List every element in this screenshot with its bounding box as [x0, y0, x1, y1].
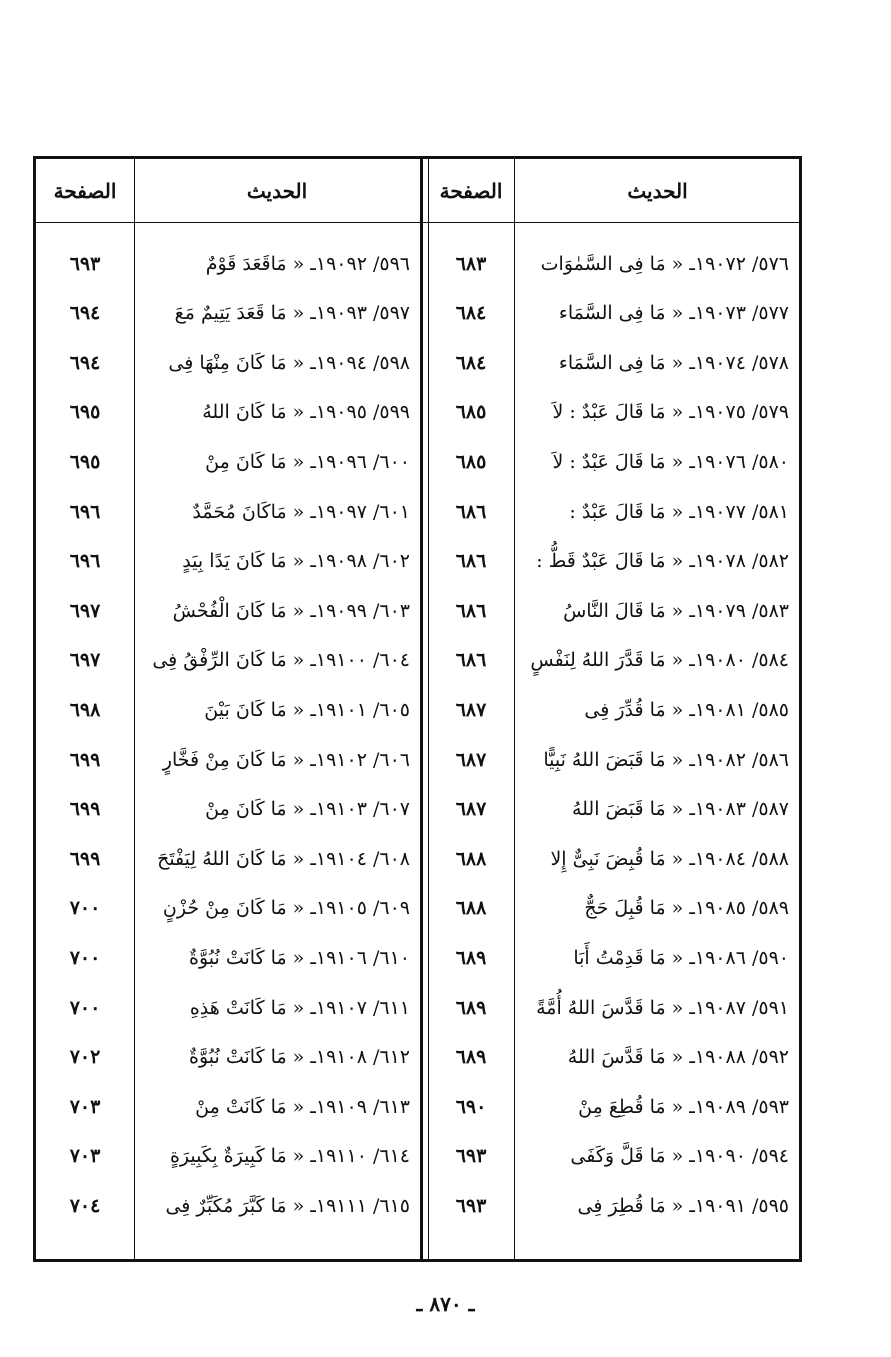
hadith-entry-right: ٥٩٠/ ١٩٠٨٦ـ « مَا قَدِمْتُ أَبَا	[573, 946, 789, 969]
page-ref-left: ٦٩٩	[69, 847, 101, 870]
page-ref-right: ٦٨٧	[455, 698, 487, 721]
page-ref-left: ٧٠٠	[69, 897, 101, 920]
table-row	[36, 884, 799, 933]
hadith-entry-right: ٥٧٧/ ١٩٠٧٣ـ « مَا فِى السَّمَاء	[558, 302, 789, 325]
hadith-entry-left: ٦٠٢/ ١٩٠٩٨ـ « مَا كَانَ يَدًا بِيَدٍ	[182, 550, 410, 573]
table-row	[36, 388, 799, 437]
page-ref-left: ٧٠٠	[69, 946, 101, 969]
hadith-entry-left: ٥٩٨/ ١٩٠٩٤ـ « مَا كَانَ مِنْهَا فِى	[168, 351, 410, 374]
page-ref-left: ٦٩٧	[69, 599, 101, 622]
hadith-entry-right: ٥٨١/ ١٩٠٧٧ـ « مَا قَالَ عَبْدٌ :	[569, 500, 789, 523]
page-ref-right: ٦٩٣	[455, 1145, 487, 1168]
table-row	[36, 289, 799, 338]
page-ref-left: ٧٠٤	[69, 1194, 101, 1217]
page-ref-left: ٧٠٠	[69, 996, 101, 1019]
table-row	[36, 437, 799, 486]
table-row	[36, 1033, 799, 1082]
page-ref-right: ٦٨٩	[455, 1046, 487, 1069]
table-row	[36, 1132, 799, 1181]
header-rule	[36, 222, 799, 223]
page-ref-left: ٦٩٣	[69, 252, 101, 275]
hadith-entry-right: ٥٧٦/ ١٩٠٧٢ـ « مَا فِى السَّمٰوَات	[540, 252, 789, 275]
hadith-entry-right: ٥٩٢/ ١٩٠٨٨ـ « مَا قَدَّسَ اللهُ	[567, 1046, 789, 1069]
page-ref-right: ٦٨٥	[455, 450, 487, 473]
table-row	[36, 586, 799, 635]
page-ref-left: ٦٩٩	[69, 748, 101, 771]
hadith-entry-right: ٥٨٤/ ١٩٠٨٠ـ « مَا قَدَّرَ اللهُ لِنَفْسٍ	[530, 649, 789, 672]
hadith-entry-left: ٦٠٠/ ١٩٠٩٦ـ « مَا كَانَ مِنْ	[205, 450, 410, 473]
page-ref-left: ٦٩٥	[69, 401, 101, 424]
table-row	[36, 537, 799, 586]
page-ref-left: ٦٩٦	[69, 500, 101, 523]
hadith-entry-left: ٦١٢/ ١٩١٠٨ـ « مَا كَانَتْ نُبُوَّةٌ	[189, 1046, 410, 1069]
hadith-entry-left: ٥٩٩/ ١٩٠٩٥ـ « مَا كَانَ اللهُ	[202, 401, 410, 424]
page-ref-right: ٦٨٦	[455, 649, 487, 672]
page-ref-right: ٦٩٣	[455, 1194, 487, 1217]
page-ref-right: ٦٩٠	[455, 1095, 487, 1118]
page-ref-left: ٦٩٥	[69, 450, 101, 473]
hadith-entry-right: ٥٧٨/ ١٩٠٧٤ـ « مَا فِى السَّمَاء	[558, 351, 789, 374]
hadith-entry-right: ٥٧٩/ ١٩٠٧٥ـ « مَا قَالَ عَبْدٌ : لاَ	[552, 401, 789, 424]
hadith-entry-left: ٦٠٨/ ١٩١٠٤ـ « مَا كَانَ اللهُ لِيَفْتَحَ	[157, 847, 410, 870]
index-table	[33, 156, 802, 1262]
table-row	[36, 338, 799, 387]
table-row	[36, 785, 799, 834]
page-ref-left: ٦٩٦	[69, 550, 101, 573]
page-ref-right: ٦٨٣	[455, 252, 487, 275]
hadith-entry-left: ٦١٤/ ١٩١١٠ـ « مَا كَبِيرَةٌ بِكَبِيرَةٍ	[169, 1145, 410, 1168]
hadith-entry-right: ٥٩٥/ ١٩٠٩١ـ « مَا قُطِرَ فِى	[577, 1194, 789, 1217]
hadith-entry-left: ٦٠١/ ١٩٠٩٧ـ « مَاكَانَ مُحَمَّدٌ	[192, 500, 410, 523]
page-ref-right: ٦٨٨	[455, 847, 487, 870]
page-ref-left: ٦٩٩	[69, 798, 101, 821]
hadith-entry-left: ٦٠٥/ ١٩١٠١ـ « مَا كَانَ بَيْنَ	[204, 698, 410, 721]
hadith-entry-right: ٥٨٢/ ١٩٠٧٨ـ « مَا قَالَ عَبْدٌ قَطُّ :	[536, 550, 789, 573]
hadith-entry-right: ٥٨٥/ ١٩٠٨١ـ « مَا قُدِّرَ فِى	[584, 698, 789, 721]
hadith-entry-left: ٦٠٤/ ١٩١٠٠ـ « مَا كَانَ الرِّفْقُ فِى	[152, 649, 410, 672]
table-row	[36, 487, 799, 536]
page-ref-left: ٧٠٣	[69, 1145, 101, 1168]
header-page-left: الصفحة	[53, 178, 117, 203]
hadith-entry-left: ٦١٠/ ١٩١٠٦ـ « مَا كَانَتْ نُبُوَّةٌ	[189, 946, 410, 969]
page-ref-left: ٦٩٨	[69, 698, 101, 721]
page-ref-right: ٦٨٥	[455, 401, 487, 424]
hadith-entry-right: ٥٩١/ ١٩٠٨٧ـ « مَا قَدَّسَ اللهُ أُمَّةً	[536, 996, 789, 1019]
table-row	[36, 636, 799, 685]
table-row	[36, 685, 799, 734]
page-ref-right: ٦٨٤	[455, 351, 487, 374]
page-ref-left: ٧٠٢	[69, 1046, 101, 1069]
page-ref-right: ٦٨٧	[455, 798, 487, 821]
hadith-entry-right: ٥٨٧/ ١٩٠٨٣ـ « مَا قَبَضَ اللهُ	[571, 798, 789, 821]
page-ref-left: ٧٠٣	[69, 1095, 101, 1118]
hadith-entry-right: ٥٨٨/ ١٩٠٨٤ـ « مَا قُبِضَ نَبِىٌّ إِلا	[550, 847, 789, 870]
hadith-entry-left: ٥٩٧/ ١٩٠٩٣ـ « مَا قَعَدَ يَتِيمٌ مَعَ	[174, 302, 410, 325]
hadith-entry-left: ٦٠٩/ ١٩١٠٥ـ « مَا كَانَ مِنْ حُزْنٍ	[162, 897, 410, 920]
page-ref-right: ٦٨٨	[455, 897, 487, 920]
table-row	[36, 1082, 799, 1131]
page-ref-left: ٦٩٧	[69, 649, 101, 672]
table-row	[36, 933, 799, 982]
hadith-entry-left: ٦٠٦/ ١٩١٠٢ـ « مَا كَانَ مِنْ فَخَّارٍ	[162, 748, 410, 771]
hadith-entry-right: ٥٩٣/ ١٩٠٨٩ـ « مَا قُطِعَ مِنْ	[578, 1095, 789, 1118]
table-row	[36, 735, 799, 784]
hadith-entry-right: ٥٨٠/ ١٩٠٧٦ـ « مَا قَالَ عَبْدٌ : لاَ	[552, 450, 789, 473]
hadith-entry-right: ٥٨٦/ ١٩٠٨٢ـ « مَا قَبَضَ اللهُ نَبِيًّا	[543, 748, 789, 771]
page-ref-right: ٦٨٩	[455, 946, 487, 969]
header-page-right: الصفحة	[439, 178, 503, 203]
table-row	[36, 239, 799, 288]
hadith-entry-right: ٥٩٤/ ١٩٠٩٠ـ « مَا قَلَّ وَكَفَى	[570, 1145, 789, 1168]
hadith-entry-left: ٦١٥/ ١٩١١١ـ « مَا كَبَّرَ مُكَبِّرٌ فِى	[165, 1194, 410, 1217]
page-ref-right: ٦٨٤	[455, 302, 487, 325]
hadith-entry-left: ٥٩٦/ ١٩٠٩٢ـ « مَاقَعَدَ قَوْمٌ	[205, 252, 410, 275]
page-ref-right: ٦٨٩	[455, 996, 487, 1019]
page-ref-left: ٦٩٤	[69, 302, 101, 325]
hadith-entry-right: ٥٨٩/ ١٩٠٨٥ـ « مَا قُبِلَ حَجٌّ	[584, 897, 789, 920]
table-row	[36, 834, 799, 883]
page-number: ـ ٨٧٠ ـ	[416, 1292, 475, 1316]
page-ref-left: ٦٩٤	[69, 351, 101, 374]
hadith-entry-left: ٦٠٣/ ١٩٠٩٩ـ « مَا كَانَ الْفُحْشُ	[172, 599, 410, 622]
header-hadith-right: الحديث	[627, 178, 688, 203]
hadith-entry-left: ٦٠٧/ ١٩١٠٣ـ « مَا كَانَ مِنْ	[205, 798, 410, 821]
page-ref-right: ٦٨٧	[455, 748, 487, 771]
table-row	[36, 983, 799, 1032]
page-ref-right: ٦٨٦	[455, 500, 487, 523]
page-ref-right: ٦٨٦	[455, 550, 487, 573]
hadith-entry-left: ٦١١/ ١٩١٠٧ـ « مَا كَانَتْ هَذِهِ	[189, 996, 410, 1019]
hadith-entry-left: ٦١٣/ ١٩١٠٩ـ « مَا كَانَتْ مِنْ	[195, 1095, 410, 1118]
page-ref-right: ٦٨٦	[455, 599, 487, 622]
table-row	[36, 1181, 799, 1230]
hadith-entry-right: ٥٨٣/ ١٩٠٧٩ـ « مَا قَالَ النَّاسُ	[563, 599, 789, 622]
header-hadith-left: الحديث	[246, 178, 308, 203]
